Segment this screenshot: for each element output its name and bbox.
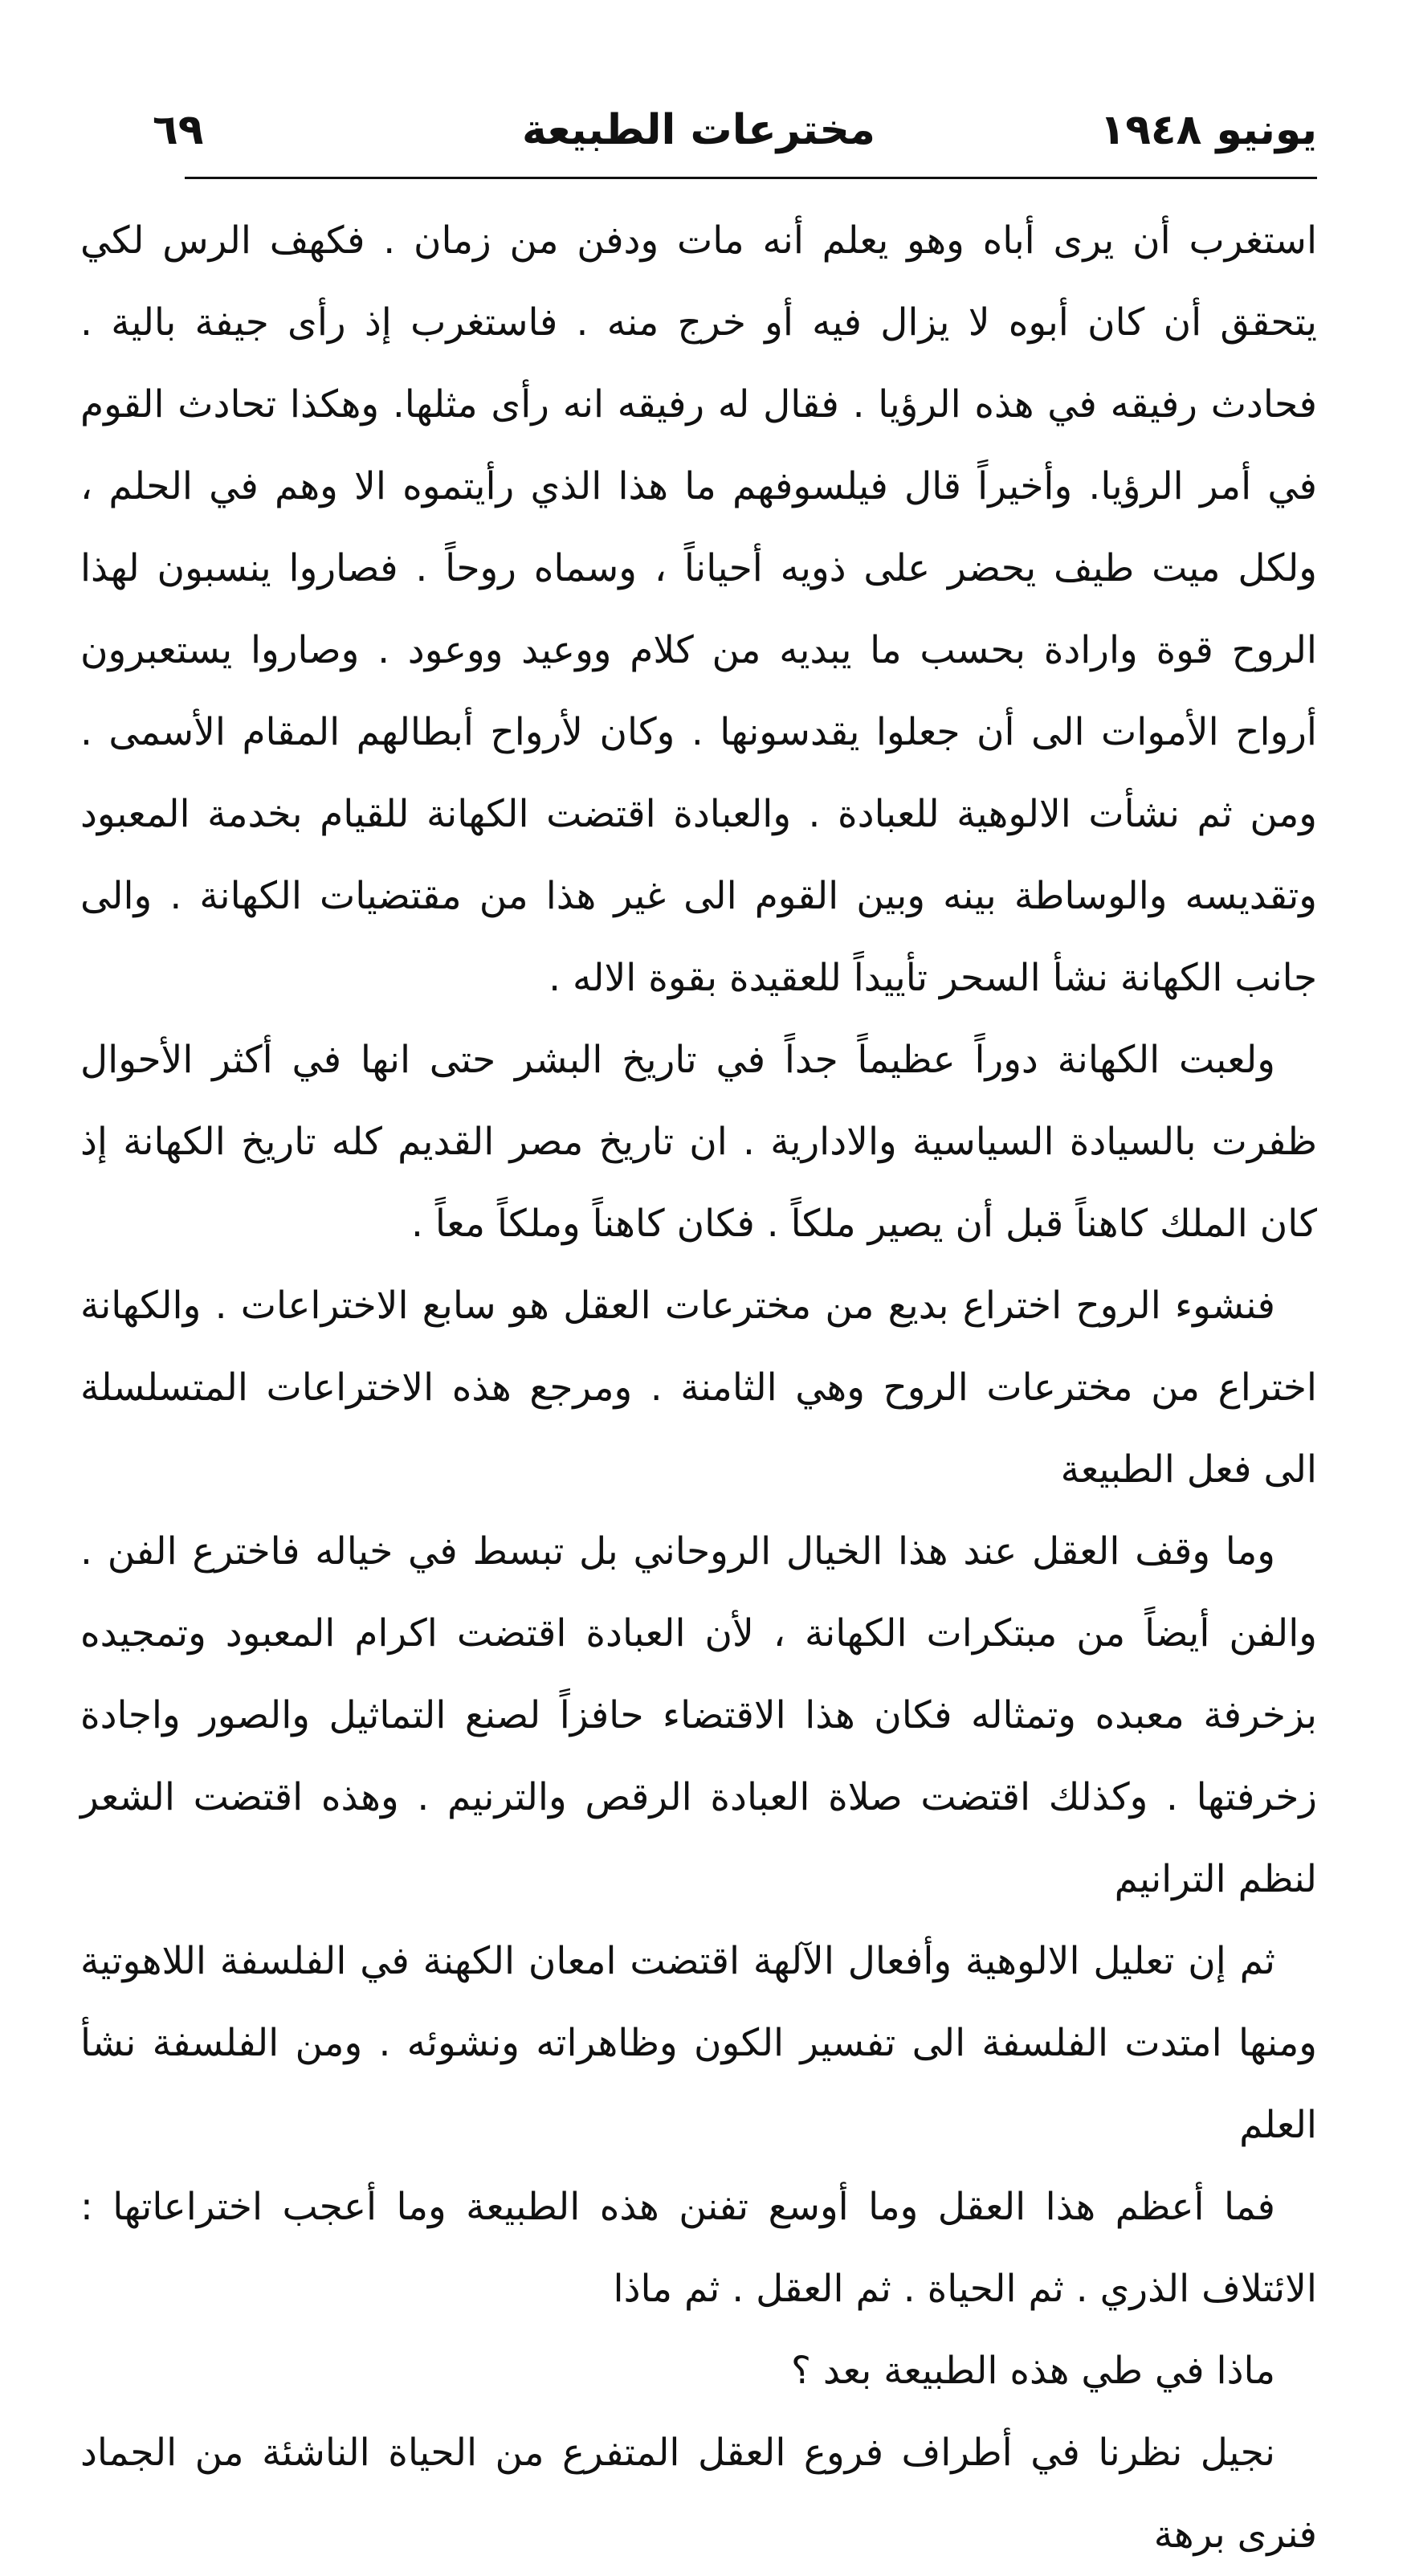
- paragraph: وما وقف العقل عند هذا الخيال الروحاني بل تبسط في خياله فاخترع الفن . والفن أيضاً من مبتكرات الكهانة ، لأن العبادة اقتضت اكرام المعبود وتمجيده بزخرفة معبده وتمثاله فكان هذا الاقتضاء حافزاً لصنع التماثيل والصور واجادة زخرفتها . وكذلك اقتضت صلاة العبادة الرقص والترنيم . وهذه اقتضت الشعر لنظم الترانيم: [80, 1529, 1317, 1901]
- article-title: مخترعات الطبيعة: [522, 106, 875, 154]
- paragraph: فما أعظم هذا العقل وما أوسع تفنن هذه الطبيعة وما أعجب اختراعاتها : الائتلاف الذري . ثم الحياة . ثم العقل . ثم ماذا: [80, 2185, 1317, 2311]
- paragraph: استغرب أن يرى أباه وهو يعلم أنه مات ودفن من زمان . فكهف الرس لكي يتحقق أن كان أبوه لا يزال فيه أو خرج منه . فاستغرب إذ رأى جيفة بالية . فحادث رفيقه في هذه الرؤيا . فقال له رفيقه انه رأى مثلها. وهكذا تحادث القوم في أمر الرؤيا. وأخيراً قال فيلسوفهم ما هذا الذي رأيتموه الا وهم في الحلم ، ولكل ميت طيف يحضر على ذويه أحياناً ، وسماه روحاً . فصاروا ينسبون لهذا الروح قوة وارادة بحسب ما يبديه من كلام ووعيد ووعود . وصاروا يستعبرون أرواح الأموات الى أن جعلوا يقدسونها . وكان لأرواح أبطالهم المقام الأسمى . ومن ثم نشأت الالوهية للعبادة . والعبادة اقتضت الكهانة للقيام بخدمة المعبود وتقديسه والوساطة بينه وبين القوم الى غير هذا من مقتضيات الكهانة . والى جانب الكهانة نشأ السحر تأييداً للعقيدة بقوة الاله .: [80, 218, 1317, 1000]
- paragraph: نجيل نظرنا في أطراف فروع العقل المتفرع من الحياة الناشئة من الجماد فنرى برهة: [80, 2431, 1317, 2557]
- running-header: [80, 96, 1317, 169]
- page-number: ٦٩: [153, 106, 204, 154]
- paragraph: ثم إن تعليل الالوهية وأفعال الآلهة اقتضت امعان الكهنة في الفلسفة اللاهوتية ومنها امتدت الفلسفة الى تفسير الكون وظاهراته ونشوئه . ومن الفلسفة نشأ العلم: [80, 1939, 1317, 2147]
- paragraph: ماذا في طي هذه الطبيعة بعد ؟: [791, 2349, 1275, 2393]
- article-body: [80, 200, 1317, 2576]
- issue-date: يونيو ١٩٤٨: [1099, 106, 1317, 154]
- paragraph: فنشوء الروح اختراع بديع من مخترعات العقل هو سابع الاختراعات . والكهانة اختراع من مخترعات الروح وهي الثامنة . ومرجع هذه الاختراعات المتسلسلة الى فعل الطبيعة: [80, 1284, 1317, 1492]
- header-divider: [185, 177, 1317, 179]
- paragraph: ولعبت الكهانة دوراً عظيماً جداً في تاريخ البشر حتى انها في أكثر الأحوال ظفرت بالسيادة السياسية والادارية . ان تاريخ مصر القديم كله تاريخ الكهانة إذ كان الملك كاهناً قبل أن يصير ملكاً . فكان كاهناً وملكاً معاً .: [80, 1038, 1317, 1246]
- document-page: [80, 96, 1317, 2557]
